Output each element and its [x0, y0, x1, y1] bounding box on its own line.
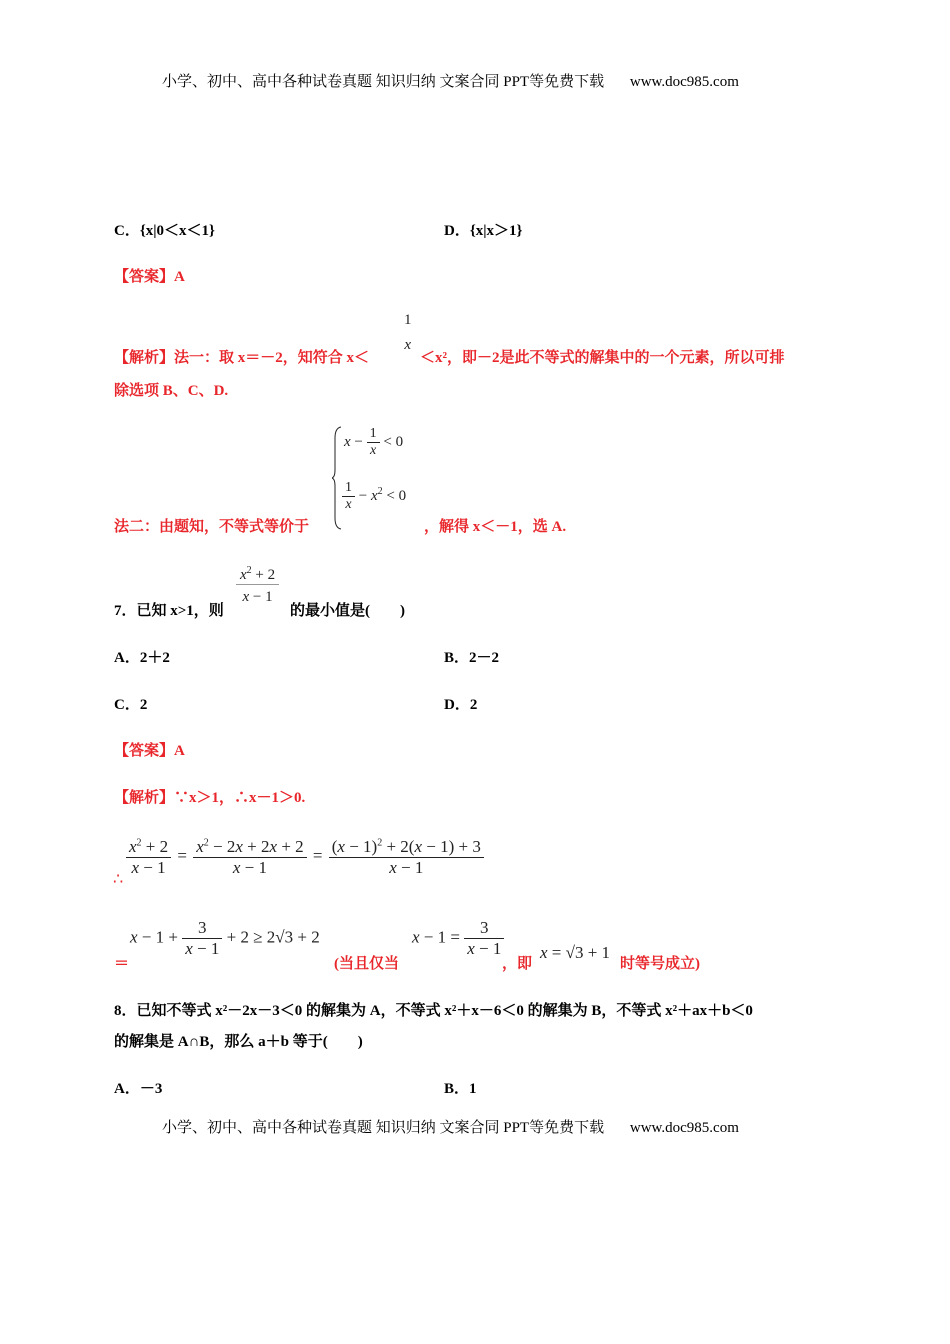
method2-text-b: ，解得 x＜－1，选 A.: [424, 519, 567, 535]
header-url: www.doc985.com: [629, 74, 739, 90]
fraction-one-over-x: 1 x: [404, 312, 412, 353]
q7-option-a: A．2＋2: [114, 650, 170, 666]
left-brace-icon: [332, 426, 342, 530]
q8-option-a: A．－3: [114, 1081, 163, 1097]
footer-text: 小学、初中、高中各种试卷真题 知识归纳 文案合同 PPT等免费下载: [162, 1120, 605, 1136]
q6-answer: 【答案】A: [114, 269, 185, 285]
equation-line-2: x − 1 + $\frac{3}{x - 1}$ + 2 ≥ 2√3 + 2: [130, 918, 320, 958]
q7-stem-b: 的最小值是( ): [290, 603, 405, 619]
q8-stem-line1: 8．已知不等式 x²－2x－3＜0 的解集为 A，不等式 x²＋x－6＜0 的解集为 B，不等式 x²＋ax＋b＜0: [114, 1003, 753, 1019]
q6-option-c: C．{x|0＜x＜1}: [114, 223, 215, 239]
q7-stem-a: 7．已知 x>1，则: [114, 603, 224, 619]
analysis-label: 【解析】: [114, 350, 175, 366]
q8-stem-line2: 的解集是 A∩B，那么 a＋b 等于( ): [114, 1034, 363, 1050]
page-footer: [162, 1116, 739, 1137]
q6-option-d: D．{x|x＞1}: [444, 223, 523, 239]
equals-sign: ＝: [114, 956, 130, 972]
q6-analysis-method1: [114, 346, 369, 367]
therefore-symbol: ∴: [113, 871, 124, 888]
page-header: [162, 70, 739, 91]
q7-fraction: $x^2 + 2$ x − 1: [236, 565, 279, 606]
q7-option-c: C．2: [114, 697, 148, 713]
inequality-system: x − $\frac{1}{x}$ < 0 $\frac{1}{x}$ − $x^2 < 0$: [332, 424, 428, 532]
header-text: 小学、初中、高中各种试卷真题 知识归纳 文案合同 PPT等免费下载: [162, 74, 605, 90]
q7-answer: 【答案】A: [114, 743, 185, 759]
condition-text-c: 时等号成立): [620, 956, 700, 972]
equation-line-1: $\frac{x^2 + 2}{x - 1}$ = $\frac{x^2 - 2x + 2x + 2}{x - 1}$ = $\frac{(x - 1)^2 + 2(x - 1) + 3}{x - 1}$: [126, 837, 484, 878]
footer-url: www.doc985.com: [629, 1120, 739, 1136]
q7-option-b: B．2－2: [444, 650, 500, 666]
condition-text-a: (当且仅当: [334, 956, 399, 972]
condition-text-b: ，即: [502, 956, 533, 972]
q8-option-b: B．1: [444, 1081, 477, 1097]
method2-text-a: 法二：由题知，不等式等价于: [114, 519, 310, 535]
q7-analysis: 【解析】∵x＞1，∴x－1＞0.: [114, 790, 306, 806]
method1-text-a: 法一：取 x＝－2，知符合 x＜: [174, 350, 370, 366]
q7-option-d: D．2: [444, 697, 478, 713]
method1-text-b: ＜x²，即－2是此不等式的解集中的一个元素，所以可排: [420, 350, 785, 366]
method1-text-c: 除选项 B、C、D.: [114, 383, 229, 399]
condition-solution: x = √3 + 1: [540, 943, 611, 962]
condition-equation: x − 1 = $\frac{3}{x - 1}$: [412, 918, 504, 959]
